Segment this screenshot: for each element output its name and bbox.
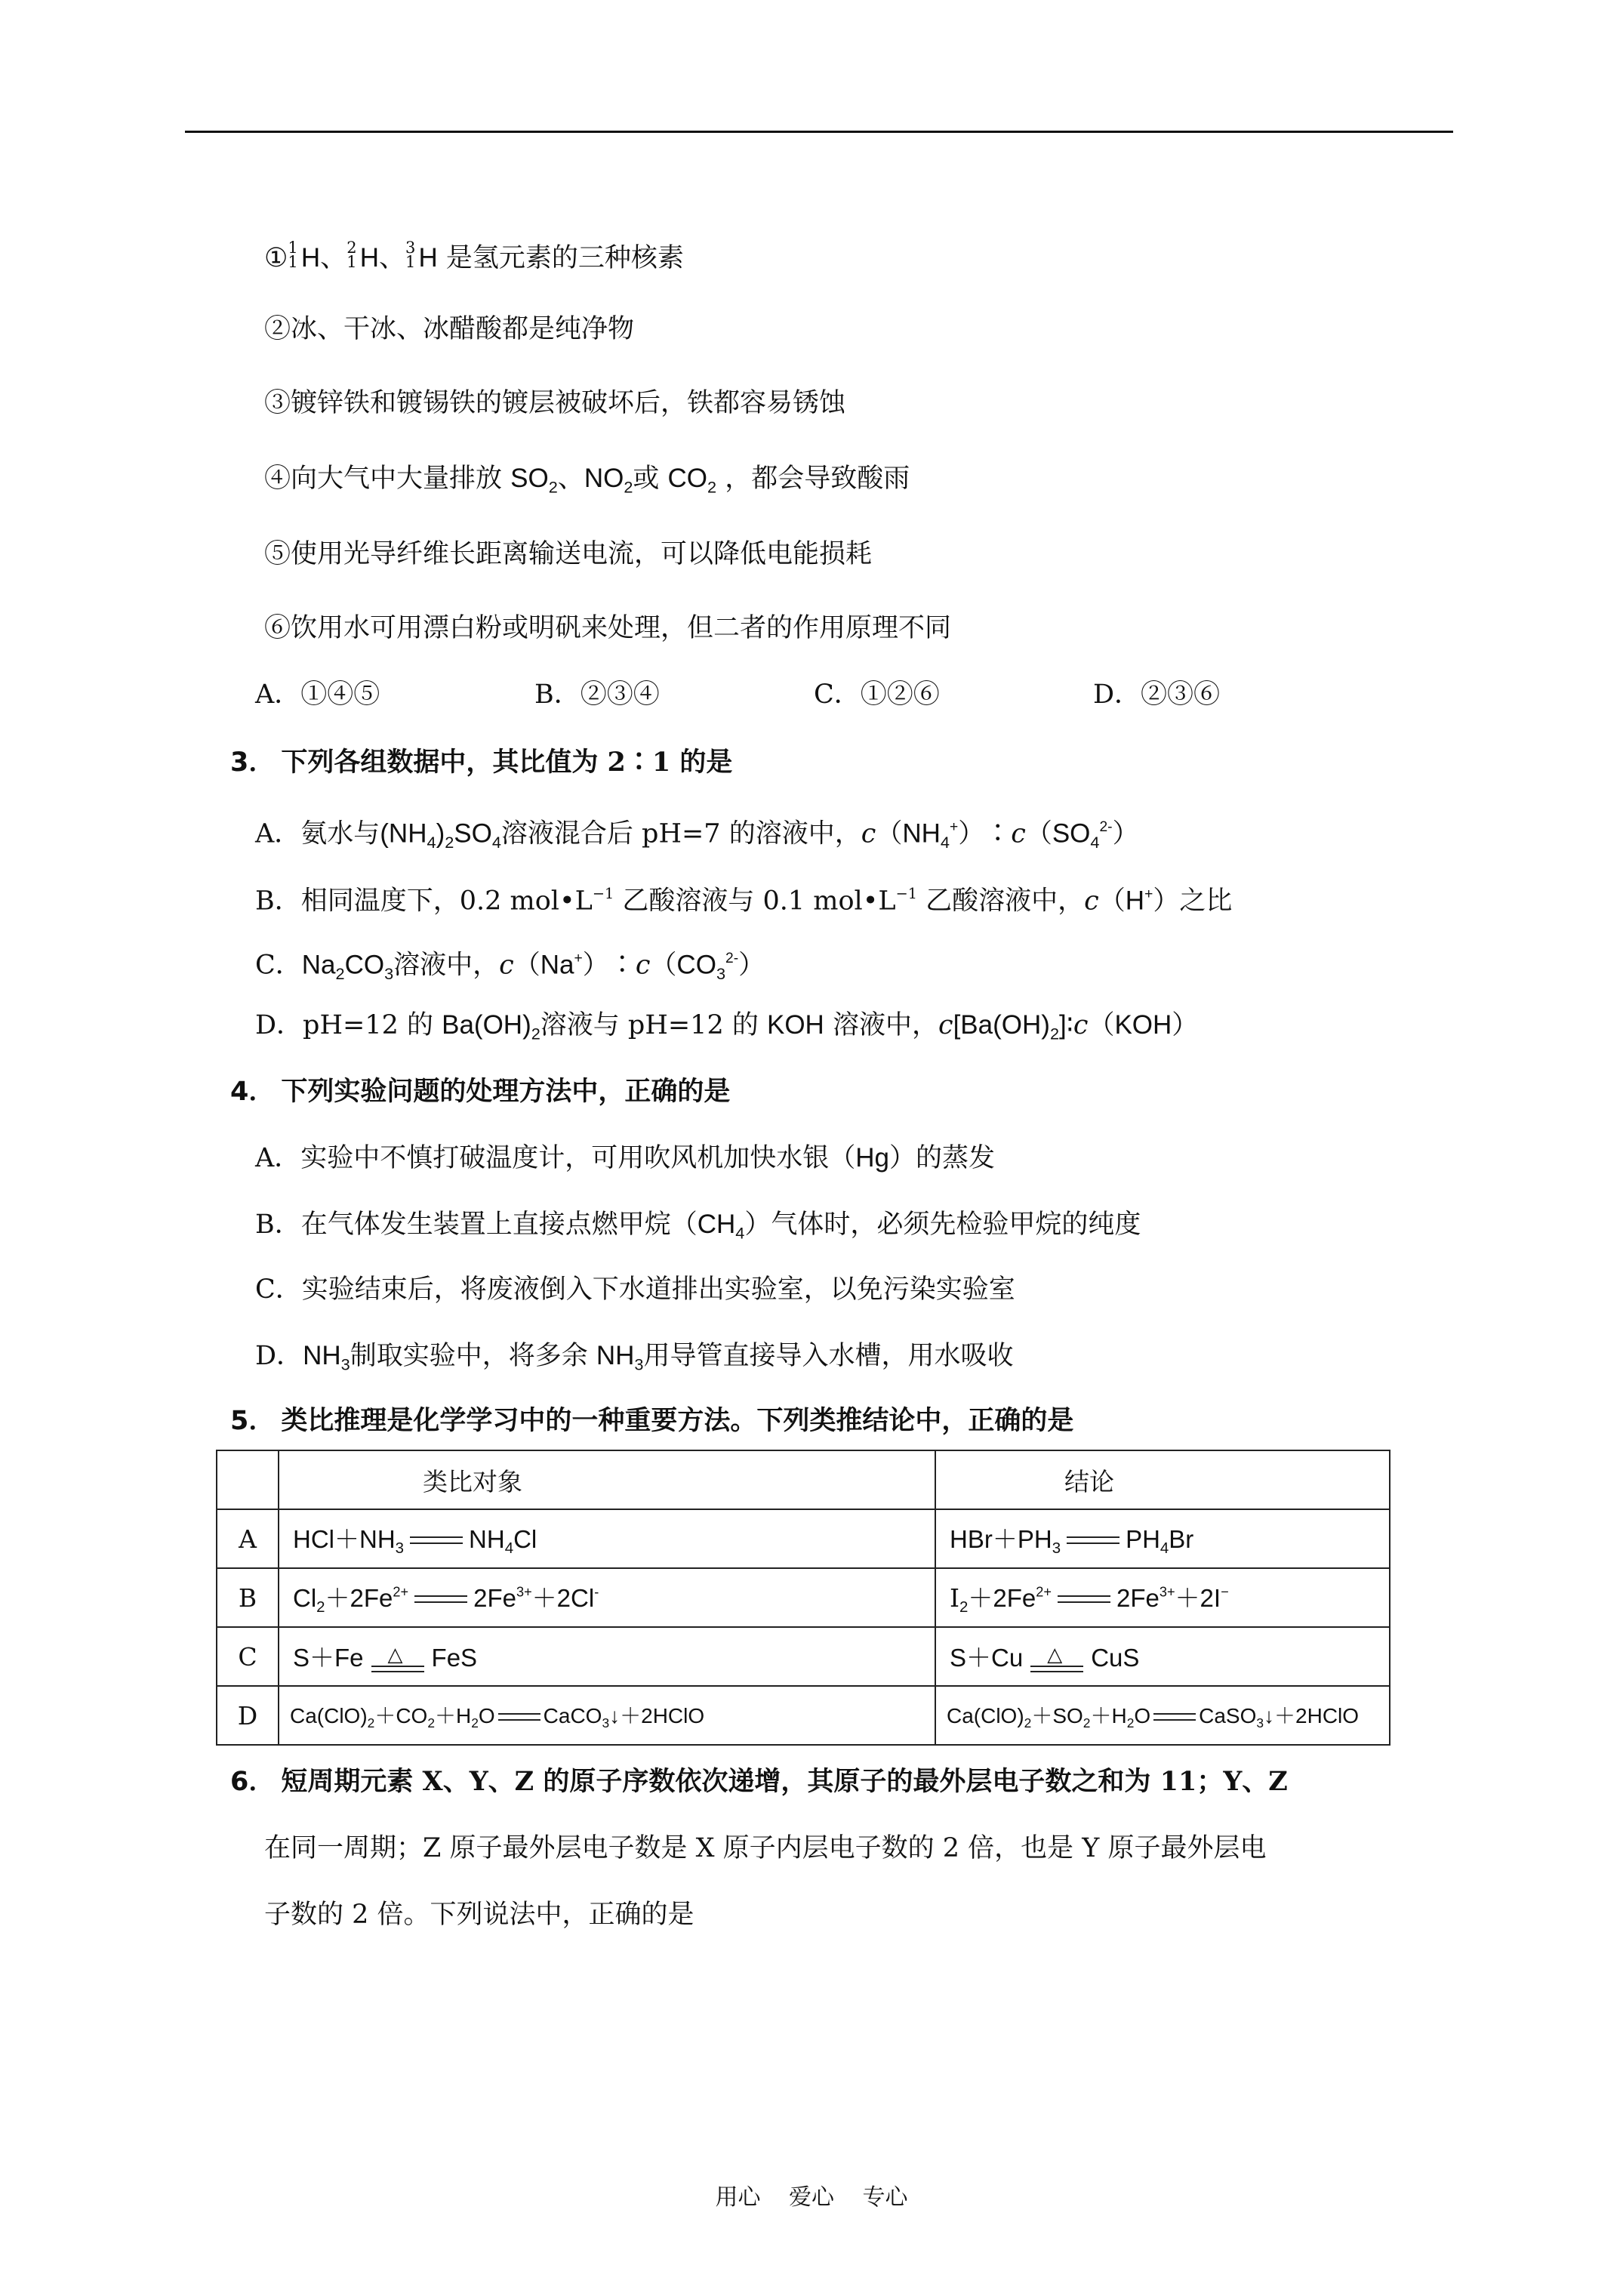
- q5-stem: 5． 类比推理是化学学习中的一种重要方法。下列类推结论中，正确的是: [230, 1405, 1074, 1436]
- table-header-cell: [217, 1450, 279, 1509]
- statement-6: ⑥饮用水可用漂白粉或明矾来处理，但二者的作用原理不同: [264, 613, 952, 643]
- q2-option-c[interactable]: C．①②⑥: [814, 680, 940, 710]
- table-row: [217, 1627, 1390, 1686]
- table-row: [217, 1686, 1390, 1745]
- table-row: [217, 1568, 1390, 1627]
- q3-option-d[interactable]: D．pH=12 的 $Ba(OH)_2$溶液与 pH=12 的 KOH 溶液中，$c[Ba(OH)_2]∶c(KOH)$: [255, 1010, 1199, 1043]
- q3-option-c[interactable]: C．$Na_2CO_3$溶液中，$c(Na^+)∶c(CO_3^{2-})$: [255, 950, 765, 984]
- q4-stem: 4． 下列实验问题的处理方法中，正确的是: [230, 1076, 731, 1107]
- heat-condition-icon: △: [1030, 1644, 1083, 1675]
- table-header-cell: 结论: [935, 1450, 1390, 1509]
- q3-option-a[interactable]: A．氨水与$(NH_4)_2SO_4$溶液混合后 pH=7 的溶液中，$c(NH_4^+)∶c(SO_4^{2-})$: [255, 818, 1139, 852]
- q6-stem-line-3: 子数的 2 倍。下列说法中，正确的是: [264, 1900, 694, 1930]
- q4-option-b[interactable]: B．在气体发生装置上直接点燃甲烷$(CH_4)$气体时，必须先检验甲烷的纯度: [255, 1210, 1141, 1243]
- header-rule: [185, 131, 1453, 133]
- table-header-row: [217, 1450, 1390, 1509]
- analogy-cell: $Ca(ClO)_2+CO_2+H_2O$ CaCO$_3$↓＋2HClO: [279, 1686, 935, 1745]
- q2-option-b[interactable]: B．②③④: [534, 680, 660, 710]
- statement-2: ②冰、干冰、冰醋酸都是纯净物: [264, 314, 635, 344]
- conclusion-cell: $I_2+2Fe^{2+}$ $2Fe^{3+}+2I^-$: [935, 1568, 1390, 1627]
- q2-options: [255, 678, 1372, 711]
- table-row: [217, 1509, 1390, 1568]
- analogy-cell: $HCl+NH_3$ $NH_4Cl$: [279, 1509, 935, 1568]
- analogy-cell: S＋Fe △ FeS: [279, 1627, 935, 1686]
- row-label: B: [217, 1568, 279, 1627]
- statement-1: ① 1 1 H、 2 1 H、 3 1 H 是氢元素的三种核素: [264, 239, 684, 273]
- q3-option-b[interactable]: B．相同温度下，0.2 $mol•L^{-1}$ 乙酸溶液与 0.1 $mol•L^{-1}$ 乙酸溶液中，c（H+）之比: [255, 885, 1233, 917]
- conclusion-cell: $Ca(ClO)_2+SO_2+H_2O$ CaSO$_3$↓＋2HClO: [935, 1686, 1390, 1745]
- row-label: D: [217, 1686, 279, 1745]
- conclusion-cell: $HBr+PH_3$ $PH_4Br$: [935, 1509, 1390, 1568]
- q2-option-a[interactable]: A．①④⑤: [255, 680, 380, 710]
- page-footer: 用心 爱心 专心: [715, 2184, 908, 2211]
- q3-stem: 3． 下列各组数据中，其比值为 2∶1 的是: [230, 747, 733, 778]
- q4-option-c[interactable]: C．实验结束后，将废液倒入下水道排出实验室，以免污染实验室: [255, 1274, 1015, 1305]
- q4-option-d[interactable]: D．$NH_3$制取实验中，将多余 $NH_3$用导管直接导入水槽，用水吸收: [255, 1341, 1014, 1374]
- analogy-cell: $Cl_2+2Fe^{2+}$ $2Fe^{3+}+2Cl^-$: [279, 1568, 935, 1627]
- row-label: C: [217, 1627, 279, 1686]
- heat-condition-icon: △: [371, 1644, 424, 1675]
- q6-stem-line-1: 6． 短周期元素 X、Y、Z 的原子序数依次递增，其原子的最外层电子数之和为 11；Y、Z: [230, 1766, 1288, 1797]
- statement-4: ④向大气中大量排放 $SO_2$、$NO_2$或 $CO_2$ ，都会导致酸雨: [264, 464, 910, 497]
- q4-option-a[interactable]: A．实验中不慎打破温度计，可用吹风机加快水银（Hg）的蒸发: [255, 1143, 996, 1173]
- table-header-cell: 类比对象: [279, 1450, 935, 1509]
- statement-5: ⑤使用光导纤维长距离输送电流，可以降低电能损耗: [264, 539, 873, 569]
- row-label: A: [217, 1509, 279, 1568]
- q6-stem-line-2: 在同一周期；Z 原子最外层电子数是 X 原子内层电子数的 2 倍，也是 Y 原子最外层电: [264, 1833, 1267, 1863]
- q5-table: [216, 1450, 1390, 1746]
- statement-3: ③镀锌铁和镀锡铁的镀层被破坏后，铁都容易锈蚀: [264, 388, 846, 418]
- q2-option-d[interactable]: D．②③⑥: [1093, 680, 1221, 710]
- conclusion-cell: S＋Cu △ CuS: [935, 1627, 1390, 1686]
